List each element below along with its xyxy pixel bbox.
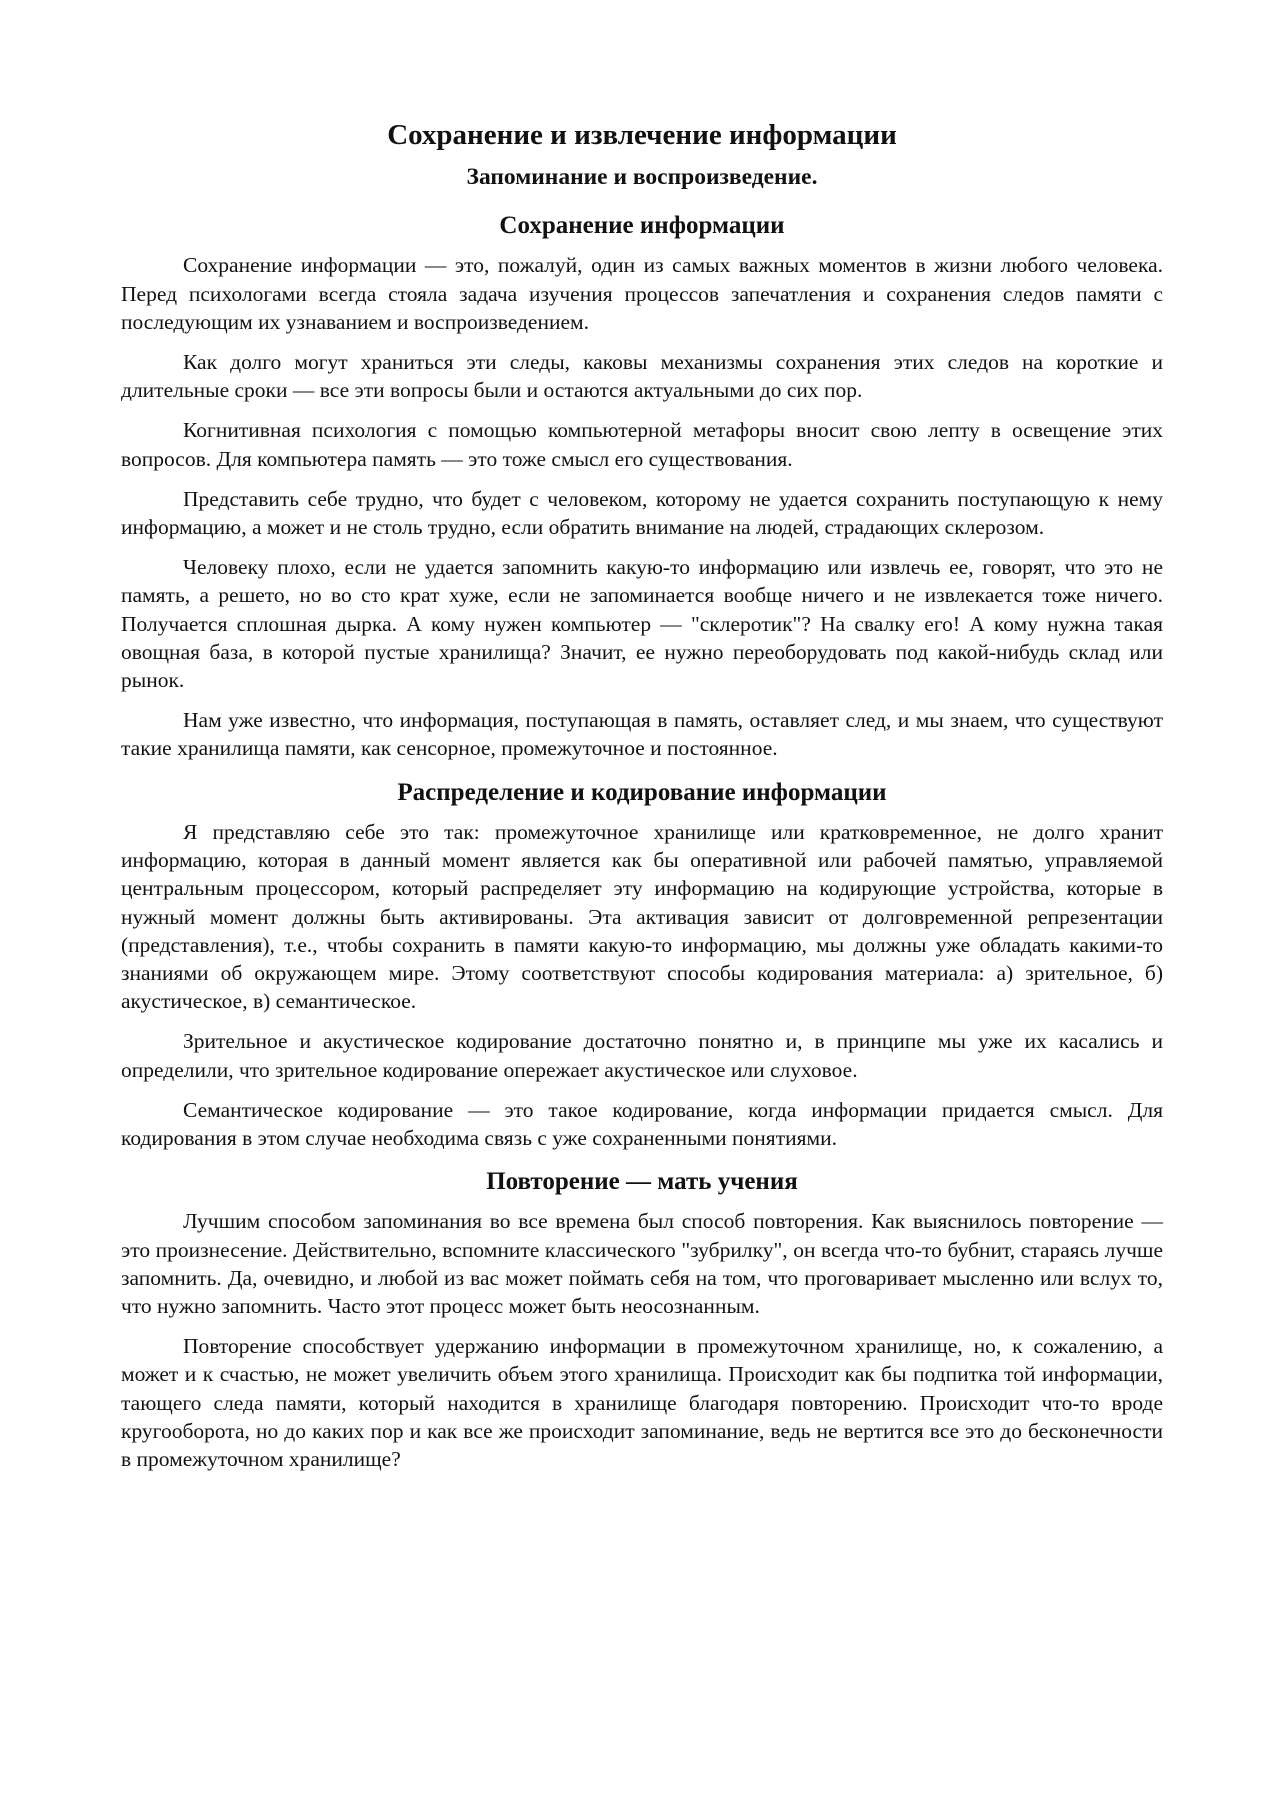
- paragraph: Человеку плохо, если не удается запомнить какую-то информацию или извлечь ее, говорят, что это не память, а решето, но во сто крат хуже, если не запоминается вообще ничего и не извлекается тоже ничего. Получается сплошная дырка. А кому нужен компьютер — "склеротик"? На свалку его! А кому нужна такая овощная база, в которой пустые хранилища? Значит, ее нужно переоборудовать под какой-нибудь склад или рынок.: [121, 555, 1163, 693]
- section-heading: Повторение — мать учения: [486, 1168, 798, 1196]
- paragraph: Представить себе трудно, что будет с человеком, которому не удается сохранить поступающую к нему информацию, а может и не столь трудно, если обратить внимание на людей, страдающих склерозом.: [121, 486, 1163, 540]
- paragraph: Зрительное и акустическое кодирование достаточно понятно и, в принципе мы уже их касались и определили, что зрительное кодирование опережает акустическое или слуховое.: [121, 1029, 1163, 1082]
- section-repetition: [121, 1166, 1163, 1473]
- paragraph: Повторение способствует удержанию информации в промежуточном хранилище, но, к сожалению, а может и к счастью, не может увеличить объем этого хранилища. Происходит как бы подпитка той информации, тающего следа памяти, который находится в хранилище благодаря повторению. Происходит что-то вроде кругооборота, но до каких пор и как все же происходит запоминание, ведь не вертится все это до бесконечности в промежуточном хранилище?: [121, 1334, 1163, 1472]
- document-page: [121, 118, 1163, 1485]
- paragraph: Сохранение информации — это, пожалуй, один из самых важных моментов в жизни любого человека. Перед психологами всегда стояла задача изучения процессов запечатления и сохранения следов памяти с последующим их узнаванием и воспроизведением.: [121, 253, 1163, 334]
- section-encoding: [121, 777, 1163, 1152]
- paragraph: Семантическое кодирование — это такое кодирование, когда информации придается смысл. Для кодирования в этом случае необходима связь с уже сохраненными понятиями.: [121, 1097, 1163, 1150]
- document-title: Сохранение и извлечение информации: [387, 119, 897, 151]
- paragraph: Как долго могут храниться эти следы, каковы механизмы сохранения этих следов на короткие и длительные сроки — все эти вопросы были и остаются актуальными до сих пор.: [121, 350, 1163, 403]
- paragraph: Я представляю себе это так: промежуточное хранилище или кратковременное, не долго хранит информацию, которая в данный момент является как бы оперативной или рабочей памятью, управляемой центральным процессором, который распределяет эту информацию на кодирующие устройства, которые в нужный момент должны быть активированы. Эта активация зависит от долговременной репрезентации (представления), т.е., чтобы сохранить в памяти какую-то информацию, мы должны уже обладать какими-то знаниями об окружающем мире. Этому соответствуют способы кодирования материала: а) зрительное, б) акустическое, в) семантическое.: [121, 819, 1163, 1014]
- paragraph: Нам уже известно, что информация, поступающая в память, оставляет след, и мы знаем, что существуют такие хранилища памяти, как сенсорное, промежуточное и постоянное.: [121, 708, 1163, 761]
- section-heading: Распределение и кодирование информации: [397, 778, 887, 806]
- document-subtitle: Запоминание и воспроизведение.: [466, 163, 818, 190]
- paragraph: Когнитивная психология с помощью компьютерной метафоры вносит свою лепту в освещение этих вопросов. Для компьютера память — это тоже смысл его существования.: [121, 418, 1163, 471]
- paragraph: Лучшим способом запоминания во все времена был способ повторения. Как выяснилось повторение — это произнесение. Действительно, вспомните классического "зубрилку", он всегда что-то бубнит, стараясь лучше запомнить. Да, очевидно, и любой из вас может поймать себя на том, что проговаривает мысленно или вслух то, что нужно запомнить. Часто этот процесс может быть неосознанным.: [121, 1209, 1163, 1319]
- section-storage: [121, 210, 1163, 763]
- section-heading: Сохранение информации: [499, 212, 785, 240]
